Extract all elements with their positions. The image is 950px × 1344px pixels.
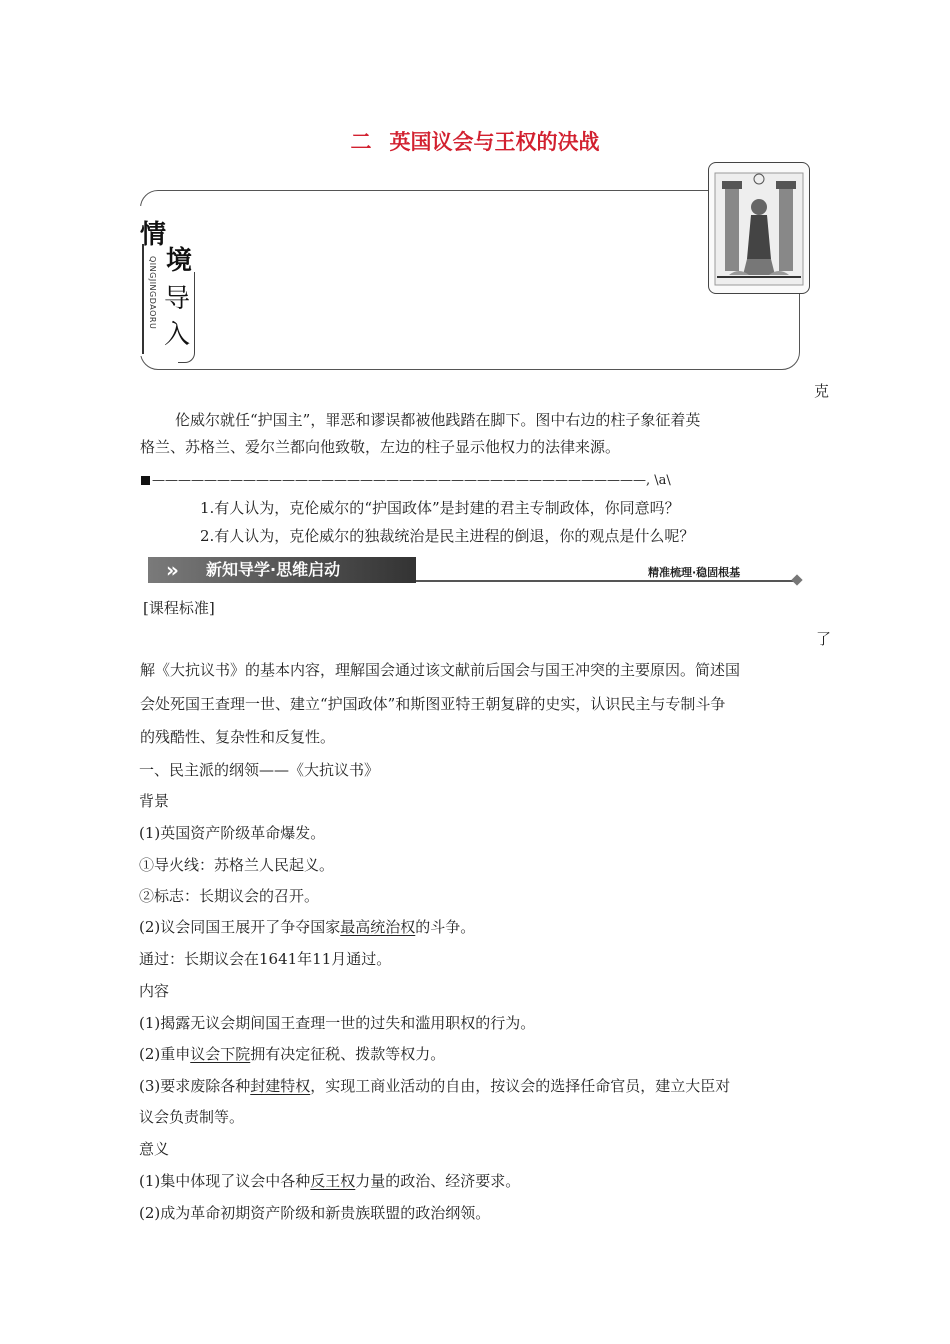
m1-underlined: 反王权 <box>310 1172 356 1190</box>
question-2: 2.有人认为，克伦威尔的独裁统治是民主进程的倒退，你的观点是什么呢？ <box>200 527 695 545</box>
bg2-underlined: 最高统治权 <box>340 918 416 936</box>
black-square-icon <box>141 476 150 485</box>
intro-line0-char: 克 <box>814 382 830 400</box>
title-text: 英国议会与王权的决战 <box>389 130 600 154</box>
title-number: 二 <box>350 130 372 154</box>
intro-line2: 格兰、苏格兰、爱尔兰都向他致敬，左边的柱子显示他权力的法律来源。 <box>140 438 621 456</box>
background-label: 背景 <box>139 792 170 810</box>
badge-char-jing: 境 <box>166 246 193 276</box>
badge-line <box>142 244 144 354</box>
badge-pinyin: QINGJINGDAORU <box>148 256 157 330</box>
double-chevron-icon: » <box>166 558 179 582</box>
section-banner <box>148 554 808 586</box>
m1-pre: (1)集中体现了议会中各种 <box>139 1172 311 1190</box>
content-item-3-cont: 议会负责制等。 <box>139 1108 245 1126</box>
standard-line1: 解《大抗议书》的基本内容，理解国会通过该文献前后国会与国王冲突的主要原因。简述国 <box>140 661 741 679</box>
background-item-2 <box>139 917 475 937</box>
standard-heading: [课程标准] <box>143 599 215 617</box>
standard-line3: 的残酷性、复杂性和反复性。 <box>140 728 336 746</box>
c2-pre: (2)重申 <box>139 1045 191 1063</box>
section1-heading: 一、民主派的纲领——《大抗议书》 <box>139 761 380 779</box>
standard-line2: 会处死国王查理一世、建立“护国政体”和斯图亚特王朝复辟的史实，认识民主与专制斗争 <box>140 695 726 713</box>
intro-line1: 伦威尔就任“护国主”，罪恶和谬误都被他践踏在脚下。图中右边的柱子象征着英 <box>175 411 701 429</box>
meaning-item-2: (2)成为革命初期资产阶级和新贵族联盟的政治纲领。 <box>139 1204 491 1222</box>
badge-char-ru: 入 <box>164 320 191 350</box>
intro-frame <box>140 190 800 370</box>
background-item-1a: ①导火线：苏格兰人民起义。 <box>139 856 335 874</box>
separator-text: ——————————————————————————————————————, \a\ <box>152 473 671 488</box>
page-title <box>0 126 950 156</box>
c3-pre: (3)要求废除各种 <box>139 1077 251 1095</box>
c2-post: 拥有决定征税、拨款等权力。 <box>250 1045 446 1063</box>
banner-rule <box>416 580 798 582</box>
diamond-icon <box>791 574 802 585</box>
content-item-1: (1)揭露无议会期间国王查理一世的过失和滥用职权的行为。 <box>139 1014 536 1032</box>
c3-underlined: 封建特权 <box>250 1077 311 1095</box>
passed-line: 通过：长期议会在1641年11月通过。 <box>139 950 392 968</box>
badge-char-qing: 情 <box>140 220 167 250</box>
intro-badge <box>140 206 194 356</box>
bg2-post: 的斗争。 <box>415 918 476 936</box>
engraving-illustration <box>709 163 809 293</box>
question-1: 1.有人认为，克伦威尔的“护国政体”是封建的君主专制政体，你同意吗？ <box>200 499 680 517</box>
background-item-1b: ②标志：长期议会的召开。 <box>139 887 320 905</box>
meaning-label: 意义 <box>139 1140 170 1158</box>
meaning-item-1 <box>139 1171 520 1191</box>
content-item-2 <box>139 1044 445 1064</box>
content-item-3 <box>139 1076 730 1096</box>
content-label: 内容 <box>139 982 170 1000</box>
intro-separator <box>141 471 671 491</box>
c3-post: ，实现工商业活动的自由，按议会的选择任命官员，建立大臣对 <box>310 1077 731 1095</box>
background-item-1: (1)英国资产阶级革命爆发。 <box>139 824 326 842</box>
badge-char-dao: 导 <box>164 284 191 314</box>
m1-post: 力量的政治、经济要求。 <box>355 1172 521 1190</box>
banner-right-label: 精准梳理·稳固根基 <box>648 566 741 579</box>
banner-label: 新知导学·思维启动 <box>206 560 341 579</box>
bg2-pre: (2)议会同国王展开了争夺国家 <box>139 918 341 936</box>
cromwell-engraving-image <box>708 162 810 294</box>
c2-underlined: 议会下院 <box>190 1045 251 1063</box>
standard-line0-char: 了 <box>816 630 832 648</box>
